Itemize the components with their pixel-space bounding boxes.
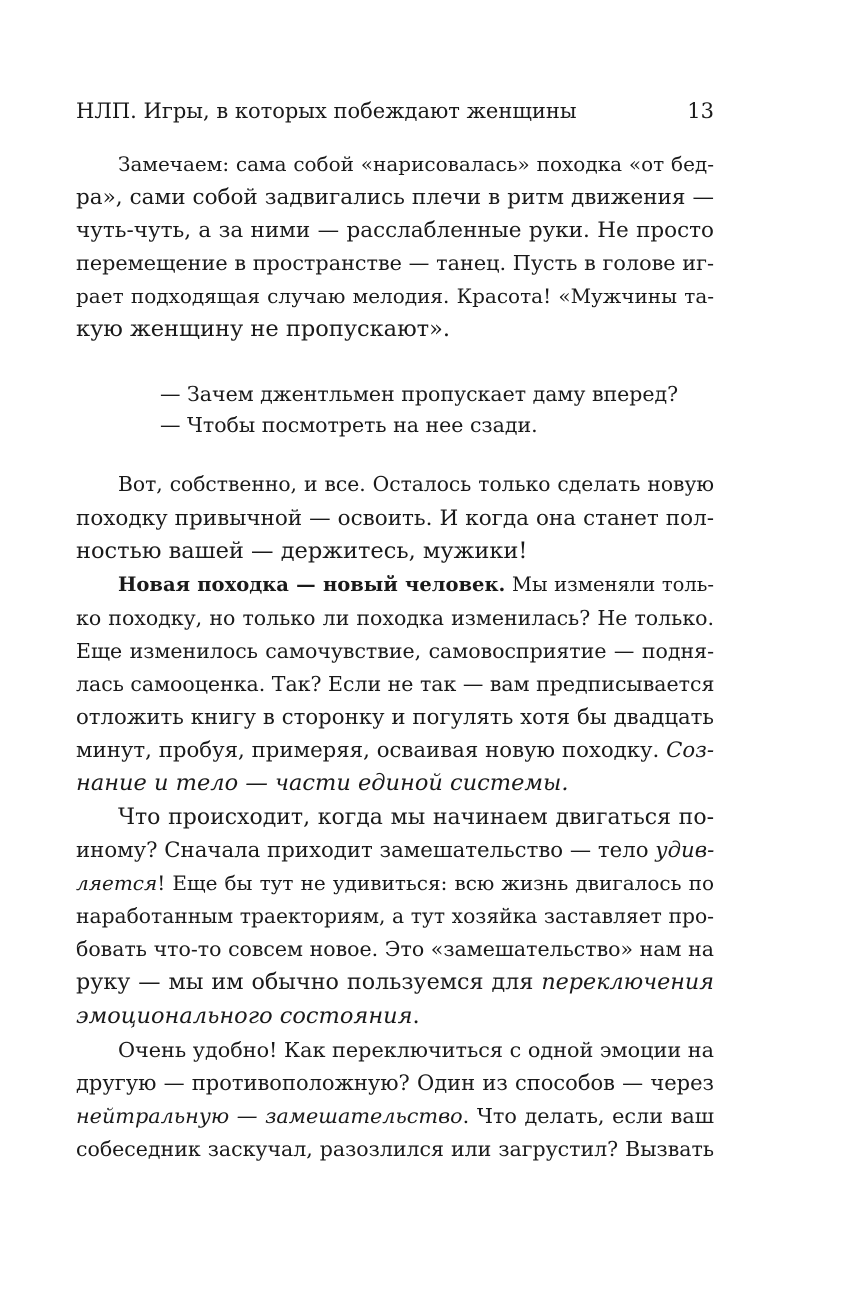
- text-line: наработанным траекториям, а тут хозяйка заставляет про-: [76, 904, 714, 928]
- italic-span: удив-: [655, 838, 715, 863]
- italic-span: переключения: [541, 969, 714, 995]
- bold-heading: Новая походка — новый человек.: [118, 573, 506, 596]
- text-span: .: [412, 1003, 420, 1029]
- text-line: [76, 734, 714, 767]
- text-line: отложить книгу в сторонку и погулять хотя бы двадцать: [76, 705, 714, 730]
- text-span: минут, пробуя, примеряя, осваивая новую походку.: [76, 738, 667, 763]
- dialog-answer: — Чтобы посмотреть на нее сзади.: [160, 413, 538, 437]
- text-line: [76, 1000, 714, 1033]
- text-span: . Что делать, если ваш: [462, 1104, 714, 1128]
- text-line: походку привычной — освоить. И когда она станет пол-: [76, 506, 714, 531]
- text-line: кую женщину не пропускают».: [76, 316, 451, 342]
- text-line: Еще изменилось самочувствие, самовосприятие — подня-: [76, 639, 714, 663]
- text-line: ностью вашей — держитесь, мужики!: [76, 538, 528, 564]
- text-line: Что происходит, когда мы начинаем двигаться по-: [118, 805, 714, 830]
- text-line: Вот, собственно, и все. Осталось только сделать новую: [118, 472, 714, 496]
- text-line: Очень удобно! Как переключиться с одной эмоции на: [118, 1038, 714, 1062]
- text-span: иному? Сначала приходит замешательство — тело: [76, 838, 656, 863]
- text-span: руку — мы им обычно пользуемся для: [76, 969, 542, 995]
- text-line: [76, 966, 714, 999]
- text-line: бовать что-то совсем новое. Это «замешательство» нам на: [76, 937, 714, 961]
- text-line: лась самооценка. Так? Если не так — вам предписывается: [76, 672, 715, 696]
- page-number: 13: [687, 99, 714, 123]
- text-line: другую — противоположную? Один из способов — через: [76, 1071, 714, 1095]
- text-line: ра», сами собой задвигались плечи в ритм движения —: [76, 185, 714, 210]
- text-line: перемещение в пространстве — танец. Пусть в голове иг-: [76, 251, 714, 275]
- text-line: [118, 568, 714, 601]
- text-line: [76, 867, 714, 900]
- text-line: чуть-чуть, а за ними — расслабленные руки. Не просто: [76, 218, 714, 243]
- text-span: ! Еще бы тут не удивиться: всю жизнь двигалось по: [157, 871, 714, 895]
- italic-span: эмоционального состояния: [76, 1003, 413, 1029]
- text-line: рает подходящая случаю мелодия. Красота! «Мужчины та-: [76, 284, 714, 308]
- text-line: [76, 834, 714, 867]
- italic-span: нание и тело — части единой системы.: [76, 770, 569, 796]
- italic-span: Соз-: [666, 738, 714, 763]
- text-line: ко походку, но только ли походка изменилась? Не только.: [76, 606, 714, 630]
- text-line: собеседник заскучал, разозлился или загрустил? Вызвать: [76, 1137, 714, 1161]
- running-header: [76, 96, 714, 126]
- italic-span: нейтральную — замешательство: [76, 1104, 463, 1128]
- text-line: Замечаем: сама собой «нарисовалась» походка «от бед-: [118, 152, 714, 176]
- text-span: Мы изменяли толь-: [505, 573, 714, 596]
- book-page: [76, 0, 714, 1311]
- text-line: [76, 1100, 714, 1133]
- italic-span: ляется: [76, 871, 158, 895]
- text-line: [76, 767, 714, 800]
- dialog-question: — Зачем джентльмен пропускает даму вперед?: [160, 382, 679, 406]
- running-title: НЛП. Игры, в которых побеждают женщины: [76, 99, 577, 123]
